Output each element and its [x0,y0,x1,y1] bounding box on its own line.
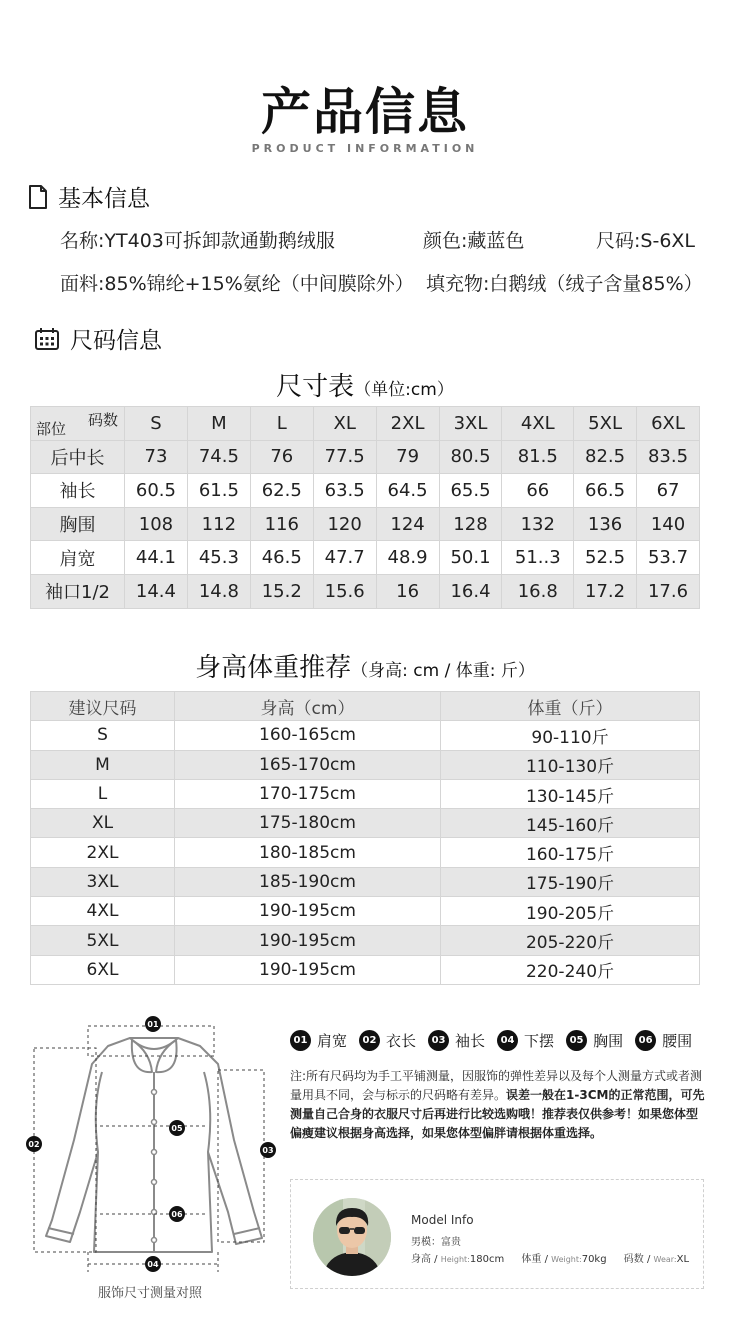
product-name: 名称:YT403可拆卸款通勤鹅绒服 [60,230,335,252]
table-cell: 175-180cm [175,809,441,838]
model-wear-en: Wear: [653,1255,677,1264]
table-cell: 17.2 [574,574,637,608]
marker-04: 04 [147,1260,159,1269]
table-row [31,867,700,896]
row-label: 肩宽 [31,541,125,575]
legend-number: 01 [290,1030,311,1051]
table-cell: 160-165cm [175,721,441,750]
size-header-cell: 6XL [637,407,700,441]
marker-02: 02 [28,1140,40,1149]
model-height-en: Height: [440,1255,470,1264]
table-row [31,574,700,608]
table-row [31,955,700,984]
page-subtitle: PRODUCT INFORMATION [251,142,479,155]
row-label: 袖长 [31,474,125,508]
table-cell: 185-190cm [175,867,441,896]
model-name: 富贵 [441,1237,461,1248]
row-label: 胸围 [31,507,125,541]
table-cell: 130-145斤 [441,779,700,808]
table-cell: 4XL [31,897,175,926]
table-cell: 15.6 [313,574,376,608]
legend-label: 下摆 [524,1032,555,1050]
table-cell: 61.5 [187,474,250,508]
table-cell: 108 [125,507,188,541]
legend-item [635,1030,692,1051]
note-text: 注:所有尺码均为手工平铺测量，因服饰的弹性差异以及每个人测量方式或者测量用具不同，会与标示的尺码略有差异。 [290,1069,703,1102]
product-filling: 填充物:白鹅绒（绒子含量85%） [426,273,703,295]
note-bold-text: 误差一般在1-3CM的正常范围，可先测量自己合身的衣服尺寸后再进行比较选购哦！推荐表仅供参考！如果您体型偏瘦建议根据身高选择，如果您体型偏胖请根据体重选择。 [290,1088,705,1140]
legend-number: 02 [359,1030,380,1051]
legend-number: 06 [635,1030,656,1051]
table-row [31,541,700,575]
recommend-title [0,647,730,684]
legend-number: 04 [497,1030,518,1051]
table-cell: 140 [637,507,700,541]
table-cell: 67 [637,474,700,508]
table-cell: 15.2 [250,574,313,608]
table-cell: 190-195cm [175,955,441,984]
table-cell: 112 [187,507,250,541]
legend-number: 03 [428,1030,449,1051]
model-wear: XL [676,1254,690,1265]
table-cell: 145-160斤 [441,809,700,838]
table-cell: 64.5 [376,474,439,508]
table-cell: 73 [125,440,188,474]
table-cell: 6XL [31,955,175,984]
product-size-range: 尺码:S-6XL [596,230,696,252]
table-cell: 170-175cm [175,779,441,808]
table-cell: 45.3 [187,541,250,575]
size-header-cell: 3XL [439,407,502,441]
legend-number: 05 [566,1030,587,1051]
model-info-title: Model Info [411,1213,474,1227]
model-wear-label: 码数 / [623,1254,654,1265]
table-cell: 128 [439,507,502,541]
table-cell: 44.1 [125,541,188,575]
table-cell: 79 [376,440,439,474]
legend-item [359,1030,416,1051]
marker-05: 05 [171,1124,183,1133]
table-row [31,721,700,750]
table-cell: 50.1 [439,541,502,575]
model-height: 180cm [469,1254,505,1265]
table-row [31,838,700,867]
recommend-table [30,691,700,985]
table-cell: 48.9 [376,541,439,575]
recommend-header-weight: 体重（斤） [441,692,700,721]
table-cell: 14.8 [187,574,250,608]
legend-label: 衣长 [386,1032,417,1050]
size-table [30,406,700,609]
table-cell: 81.5 [502,440,574,474]
table-cell: 63.5 [313,474,376,508]
table-cell: 190-195cm [175,926,441,955]
table-cell: 74.5 [187,440,250,474]
model-stats-line [411,1250,689,1265]
table-row [31,440,700,474]
table-cell: 62.5 [250,474,313,508]
model-info-card [290,1179,704,1289]
table-row [31,474,700,508]
recommend-header-row [31,692,700,721]
table-cell: 66 [502,474,574,508]
measurement-note [290,1067,706,1143]
size-table-header-row [31,407,700,441]
diagram-caption: 服饰尺寸测量对照 [97,1286,202,1301]
size-header-cell: XL [313,407,376,441]
table-row [31,897,700,926]
table-cell: 124 [376,507,439,541]
garment-diagram [22,1012,282,1312]
recommend-header-height: 身高（cm） [175,692,441,721]
table-cell: 60.5 [125,474,188,508]
table-cell: 16.4 [439,574,502,608]
table-cell: 132 [502,507,574,541]
table-cell: 83.5 [637,440,700,474]
info-row-2 [60,269,710,295]
table-cell: 165-170cm [175,750,441,779]
size-table-title [0,366,730,403]
shirt-outline-icon [46,1038,262,1252]
model-weight-label: 体重 / [521,1254,552,1265]
basic-info-heading [28,180,150,213]
model-avatar [313,1198,391,1276]
table-cell: 53.7 [637,541,700,575]
size-header-cell: S [125,407,188,441]
product-color: 颜色:藏蓝色 [423,230,525,252]
size-header-cell: M [187,407,250,441]
legend-label: 胸围 [593,1032,624,1050]
size-header-cell: 5XL [574,407,637,441]
marker-06: 06 [171,1210,183,1219]
table-row [31,779,700,808]
model-photo-icon [313,1198,391,1276]
table-cell: 65.5 [439,474,502,508]
model-name-line [411,1233,461,1248]
document-icon [28,185,48,209]
table-cell: 52.5 [574,541,637,575]
row-label: 后中长 [31,440,125,474]
table-cell: XL [31,809,175,838]
table-cell: S [31,721,175,750]
table-cell: 77.5 [313,440,376,474]
table-cell: 175-190斤 [441,867,700,896]
table-cell: L [31,779,175,808]
table-cell: 190-195cm [175,897,441,926]
table-row [31,750,700,779]
table-cell: 82.5 [574,440,637,474]
product-fabric: 面料:85%锦纶+15%氨纶（中间膜除外） [60,273,414,295]
table-cell: M [31,750,175,779]
table-cell: 16.8 [502,574,574,608]
legend-item [428,1030,485,1051]
model-role: 男模： [411,1237,441,1248]
calendar-icon [34,327,60,351]
basic-info-title: 基本信息 [58,186,150,212]
size-table-unit: （单位:cm） [354,380,454,400]
table-row [31,926,700,955]
legend-label: 腰围 [662,1032,693,1050]
table-cell: 14.4 [125,574,188,608]
size-table-corner [31,407,125,441]
model-weight: 70kg [581,1254,607,1265]
legend-label: 肩宽 [317,1032,348,1050]
recommend-title-text: 身高体重推荐 [195,653,352,683]
info-row-1 [60,226,710,252]
table-cell: 51..3 [502,541,574,575]
corner-part-label: 部位 [36,419,67,438]
table-cell: 120 [313,507,376,541]
model-height-label: 身高 / [411,1254,441,1265]
table-cell: 66.5 [574,474,637,508]
size-table-title-text: 尺寸表 [276,372,355,402]
table-cell: 2XL [31,838,175,867]
table-cell: 90-110斤 [441,721,700,750]
table-cell: 190-205斤 [441,897,700,926]
table-row [31,809,700,838]
table-cell: 180-185cm [175,838,441,867]
size-header-cell: 4XL [502,407,574,441]
table-cell: 136 [574,507,637,541]
legend-item [497,1030,554,1051]
table-cell: 16 [376,574,439,608]
table-cell: 220-240斤 [441,955,700,984]
recommend-unit: （身高: cm / 体重: 斤） [351,661,535,681]
recommend-header-size: 建议尺码 [31,692,175,721]
table-cell: 110-130斤 [441,750,700,779]
table-cell: 46.5 [250,541,313,575]
table-cell: 160-175斤 [441,838,700,867]
legend-label: 袖长 [455,1032,486,1050]
table-cell: 47.7 [313,541,376,575]
size-header-cell: 2XL [376,407,439,441]
measurement-legend [290,1030,692,1051]
legend-item [290,1030,347,1051]
table-row [31,507,700,541]
table-cell: 205-220斤 [441,926,700,955]
table-cell: 17.6 [637,574,700,608]
corner-size-label: 码数 [87,411,118,429]
table-cell: 5XL [31,926,175,955]
model-weight-en: Weight: [551,1255,582,1264]
marker-03: 03 [262,1146,274,1155]
table-cell: 116 [250,507,313,541]
marker-01: 01 [147,1020,159,1029]
table-cell: 3XL [31,867,175,896]
row-label: 袖口1/2 [31,574,125,608]
table-cell: 76 [250,440,313,474]
page-title: 产品信息 [261,83,469,141]
size-header-cell: L [250,407,313,441]
table-cell: 80.5 [439,440,502,474]
size-info-title: 尺码信息 [70,328,162,354]
legend-item [566,1030,623,1051]
size-info-heading [34,322,162,355]
